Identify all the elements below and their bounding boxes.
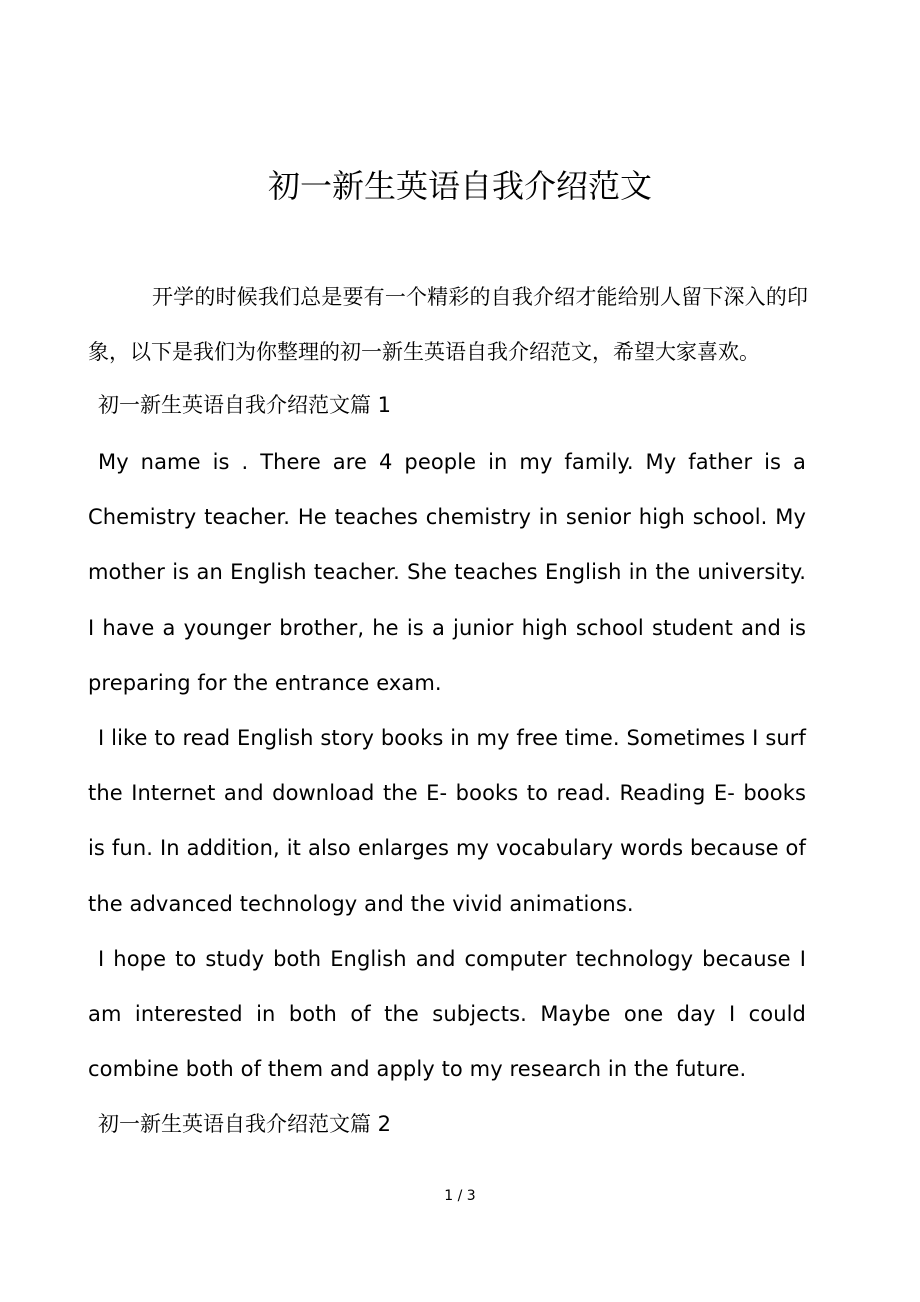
body-paragraph-1: My name is . There are 4 people in my family. My father is a Chemistry teacher. He teaches chemistry in senior high school. My mother is an English teacher. She teaches English in the university. I have a younger brother, he is a junior high school student and is preparing for the entrance exam. bbox=[88, 450, 806, 695]
body-paragraph-3: I hope to study both English and computer technology because I am interested in both of the subjects. Maybe one day I could combine both of them and apply to my research in the future. bbox=[88, 947, 806, 1082]
page-indicator: 1 / 3 bbox=[444, 1188, 476, 1204]
body-paragraph-2: I like to read English story books in my free time. Sometimes I surf the Internet and download the E- books to read. Reading E- books is fun. In addition, it also enlarges my vocabulary words because of the advanced technology and the vivid animations. bbox=[88, 726, 806, 916]
document-title: 初一新生英语自我介绍范文 bbox=[267, 167, 652, 205]
section-heading-1: 初一新生英语自我介绍范文篇 1 bbox=[98, 393, 392, 417]
intro-paragraph: 开学的时候我们总是要有一个精彩的自我介绍才能给别人留下深入的印象，以下是我们为你整理的初一新生英语自我介绍范文，希望大家喜欢。 bbox=[88, 285, 808, 364]
section-heading-2: 初一新生英语自我介绍范文篇 2 bbox=[98, 1112, 392, 1136]
